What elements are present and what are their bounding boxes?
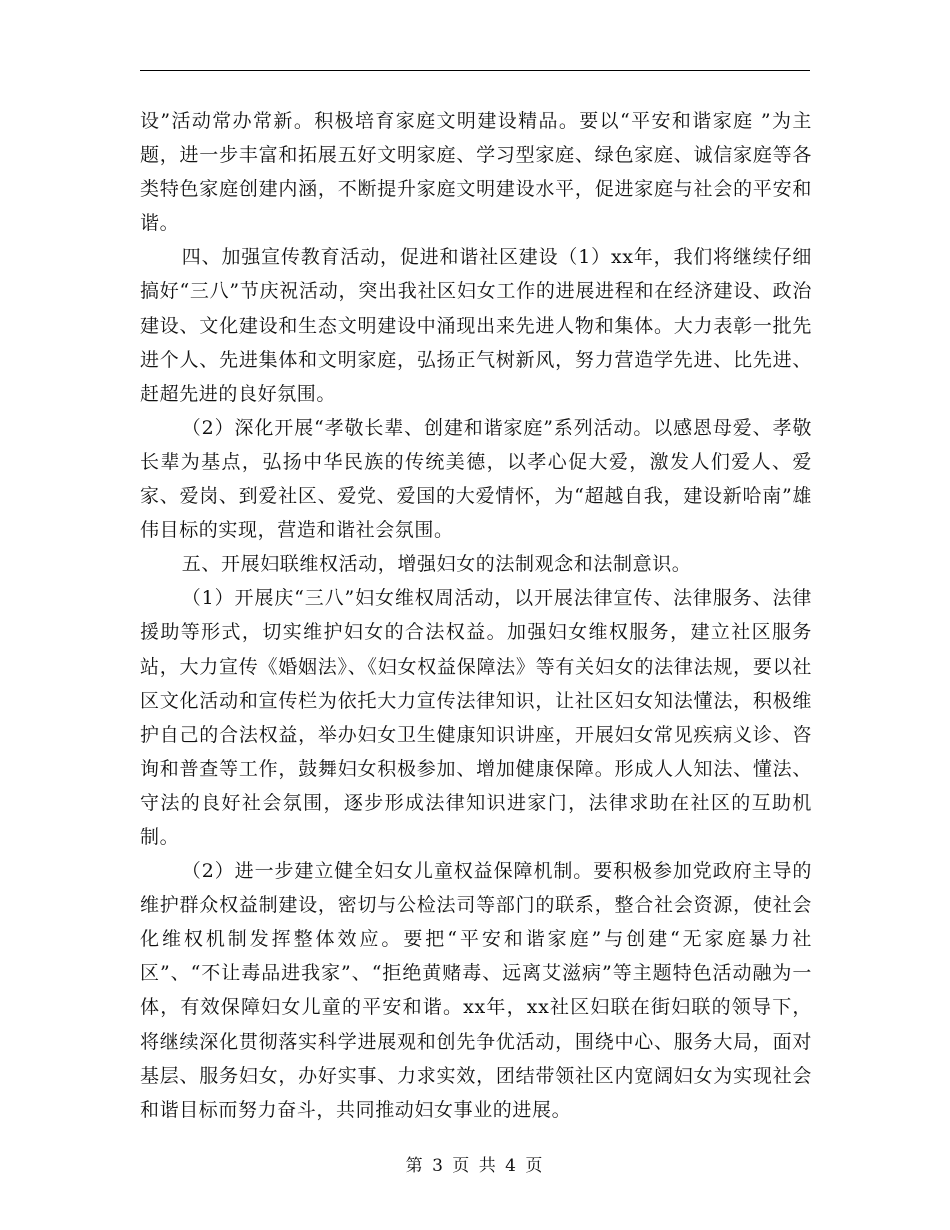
page-number-footer: 第 3 页 共 4 页 — [405, 1156, 545, 1176]
paragraph-section-four-item-2: （2）深化开展“孝敬长辈、创建和谐家庭”系列活动。以感恩母爱、孝敬长辈为基点，弘扬中华民族的传统美德，以孝心促大爱，激发人们爱人、爱家、爱岗、到爱社区、爱党、爱国的大爱情怀，为“超越自我，建设新哈南”雄伟目标的实现，营造和谐社会氛围。 — [140, 416, 812, 542]
paragraph-section-five-item-2: （2）进一步建立健全妇女儿童权益保障机制。要积极参加党政府主导的维护群众权益制建设，密切与公检法司等部门的联系，整合社会资源，使社会化维权机制发挥整体效应。要把“平安和谐家庭”与创建“无家庭暴力社区”、“不让毒品进我家”、“拒绝黄赌毒、远离艾滋病”等主题特色活动融为一体，有效保障妇女儿童的平安和谐。xx年，xx社区妇联在街妇联的领导下，将继续深化贯彻落实科学进展观和创先争优活动，围绕中心、服务大局，面对基层、服务妇女，办好实事、力求实效，团结带领社区内宽阔妇女为实现社会和谐目标而努力奋斗，共同推动妇女事业的进展。 — [140, 860, 812, 1121]
paragraph-section-four: 四、加强宣传教育活动，促进和谐社区建设（1）xx年，我们将继续仔细搞好“三八”节庆祝活动，突出我社区妇女工作的进展进程和在经济建设、政治建设、文化建设和生态文明建设中涌现出来先进人物和集体。大力表彰一批先进个人、先进集体和文明家庭，弘扬正气树新风，努力营造学先进、比先进、赶超先进的良好氛围。 — [140, 246, 812, 405]
paragraph-section-five-item-1: （1）开展庆“三八”妇女维权周活动，以开展法律宣传、法律服务、法律援助等形式，切实维护妇女的合法权益。加强妇女维权服务，建立社区服务站，大力宣传《婚姻法》、《妇女权益保障法》等有关妇女的法律法规，要以社区文化活动和宣传栏为依托大力宣传法律知识，让社区妇女知法懂法，积极维护自己的合法权益，举办妇女卫生健康知识讲座，开展妇女常见疾病义诊、咨询和普查等工作，鼓舞妇女积极参加、增加健康保障。形成人人知法、懂法、守法的良好社会氛围，逐步形成法律知识进家门，法律求助在社区的互助机制。 — [140, 587, 812, 848]
paragraph-continuation: 设”活动常办常新。积极培育家庭文明建设精品。要以“平安和谐家庭 ”为主题，进一步丰富和拓展五好文明家庭、学习型家庭、绿色家庭、诚信家庭等各类特色家庭创建内涵，不断提升家庭文明建设水平，促进家庭与社会的平安和谐。 — [140, 110, 812, 235]
document-body — [140, 104, 812, 1127]
paragraph-section-five-heading: 五、开展妇联维权活动，增强妇女的法制观念和法制意识。 — [181, 553, 692, 576]
header-rule — [140, 70, 810, 71]
